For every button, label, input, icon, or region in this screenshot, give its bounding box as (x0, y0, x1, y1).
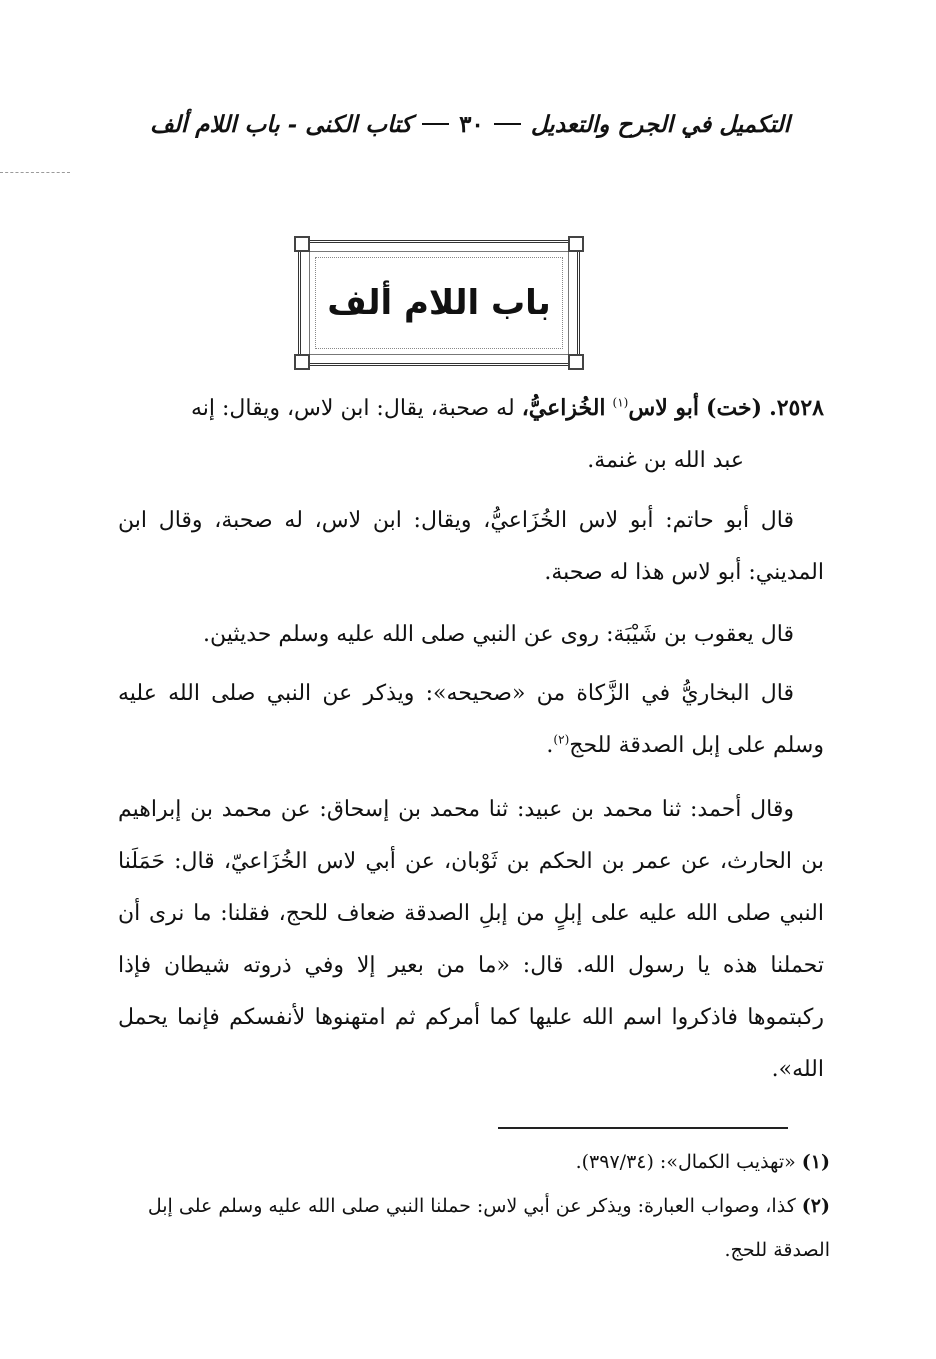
header-book-title: التكميل في الجرح والتعديل (530, 110, 790, 138)
frame-ornament-icon (294, 236, 310, 252)
entry-nisba: الخُزاعيُّ، (521, 395, 606, 421)
paragraph-text: قال أبو حاتم: أبو لاس الخُزَاعيُّ، ويقال: ابن لاس، له صحبة، وقال ابن المديني: أبو لاس هذا له صحبة. (118, 508, 824, 585)
entry-2528 (118, 382, 824, 487)
running-header (150, 108, 790, 140)
entry-line-1 (118, 382, 824, 435)
paragraph-text: وقال أحمد: ثنا محمد بن عبيد: ثنا محمد بن إسحاق: عن محمد بن إبراهيم بن الحارث، عن عمر بن الحكم بن ثَوْبان، عن أبي لاس الخُزَاعيّ، قال: حَمَلَنا النبي صلى الله عليه على إبلٍ من إبلِ الصدقة ضعاف للحج، فقلنا: ما نرى أن تحملنا هذه يا رسول الله. قال: «ما من بعير إلا وفي ذروته شيطان فإذا ركبتموها فاذكروا اسم الله عليها كما أمركم ثم امتهنوها لأنفسكم فإنما يحمل الله». (118, 797, 824, 1082)
paragraph-end: . (546, 733, 554, 758)
entry-text: له صحبة، يقال: ابن لاس، ويقال: إنه (190, 396, 515, 421)
scan-artifact-line (0, 172, 70, 173)
footnotes (110, 1140, 830, 1272)
paragraph-ahmad (118, 784, 824, 1096)
footnote-ref-2[interactable]: (٢) (553, 732, 570, 747)
paragraph-yaqub (118, 609, 824, 661)
paragraph-text (118, 668, 824, 772)
footnote-text: كذا، وصواب العبارة: ويذكر عن أبي لاس: حملنا النبي صلى الله عليه وسلم على إبل الصدقة للحج. (147, 1195, 830, 1261)
footnote-1 (110, 1140, 830, 1184)
footnote-ref-1[interactable]: (١) (612, 395, 629, 410)
header-section: كتاب الكنى - باب اللام ألف (150, 110, 412, 138)
footnote-text: «تهذيب الكمال»: (٣٩٧/٣٤). (575, 1151, 796, 1173)
frame-ornament-icon (568, 236, 584, 252)
paragraph-bukhari (118, 668, 824, 772)
chapter-title-frame (298, 240, 580, 366)
footnote-separator (498, 1127, 788, 1129)
footnote-number: (١) (801, 1151, 830, 1173)
header-dash (494, 123, 521, 125)
header-dash (422, 123, 449, 125)
frame-ornament-icon (294, 354, 310, 370)
page-number: ٣٠ (459, 110, 484, 138)
frame-ornament-icon (568, 354, 584, 370)
footnote-2 (110, 1184, 830, 1272)
paragraph-bukhari-text: قال البخاريُّ في الزَّكاة من «صحيحه»: ويذكر عن النبي صلى الله عليه وسلم على إبل الصدقة للحج (118, 681, 824, 758)
entry-number: ٢٥٢٨. (769, 395, 824, 421)
entry-code: (خت) (706, 395, 763, 421)
entry-name: أبو لاس (628, 395, 700, 421)
footnote-number: (٢) (801, 1195, 830, 1217)
entry-line-2: عبد الله بن غنمة. (587, 448, 744, 473)
paragraph-abu-hatim (118, 495, 824, 599)
chapter-title: باب اللام ألف (327, 283, 551, 323)
paragraph-text: قال يعقوب بن شَيْبَة: روى عن النبي صلى الله عليه وسلم حديثين. (203, 622, 794, 647)
